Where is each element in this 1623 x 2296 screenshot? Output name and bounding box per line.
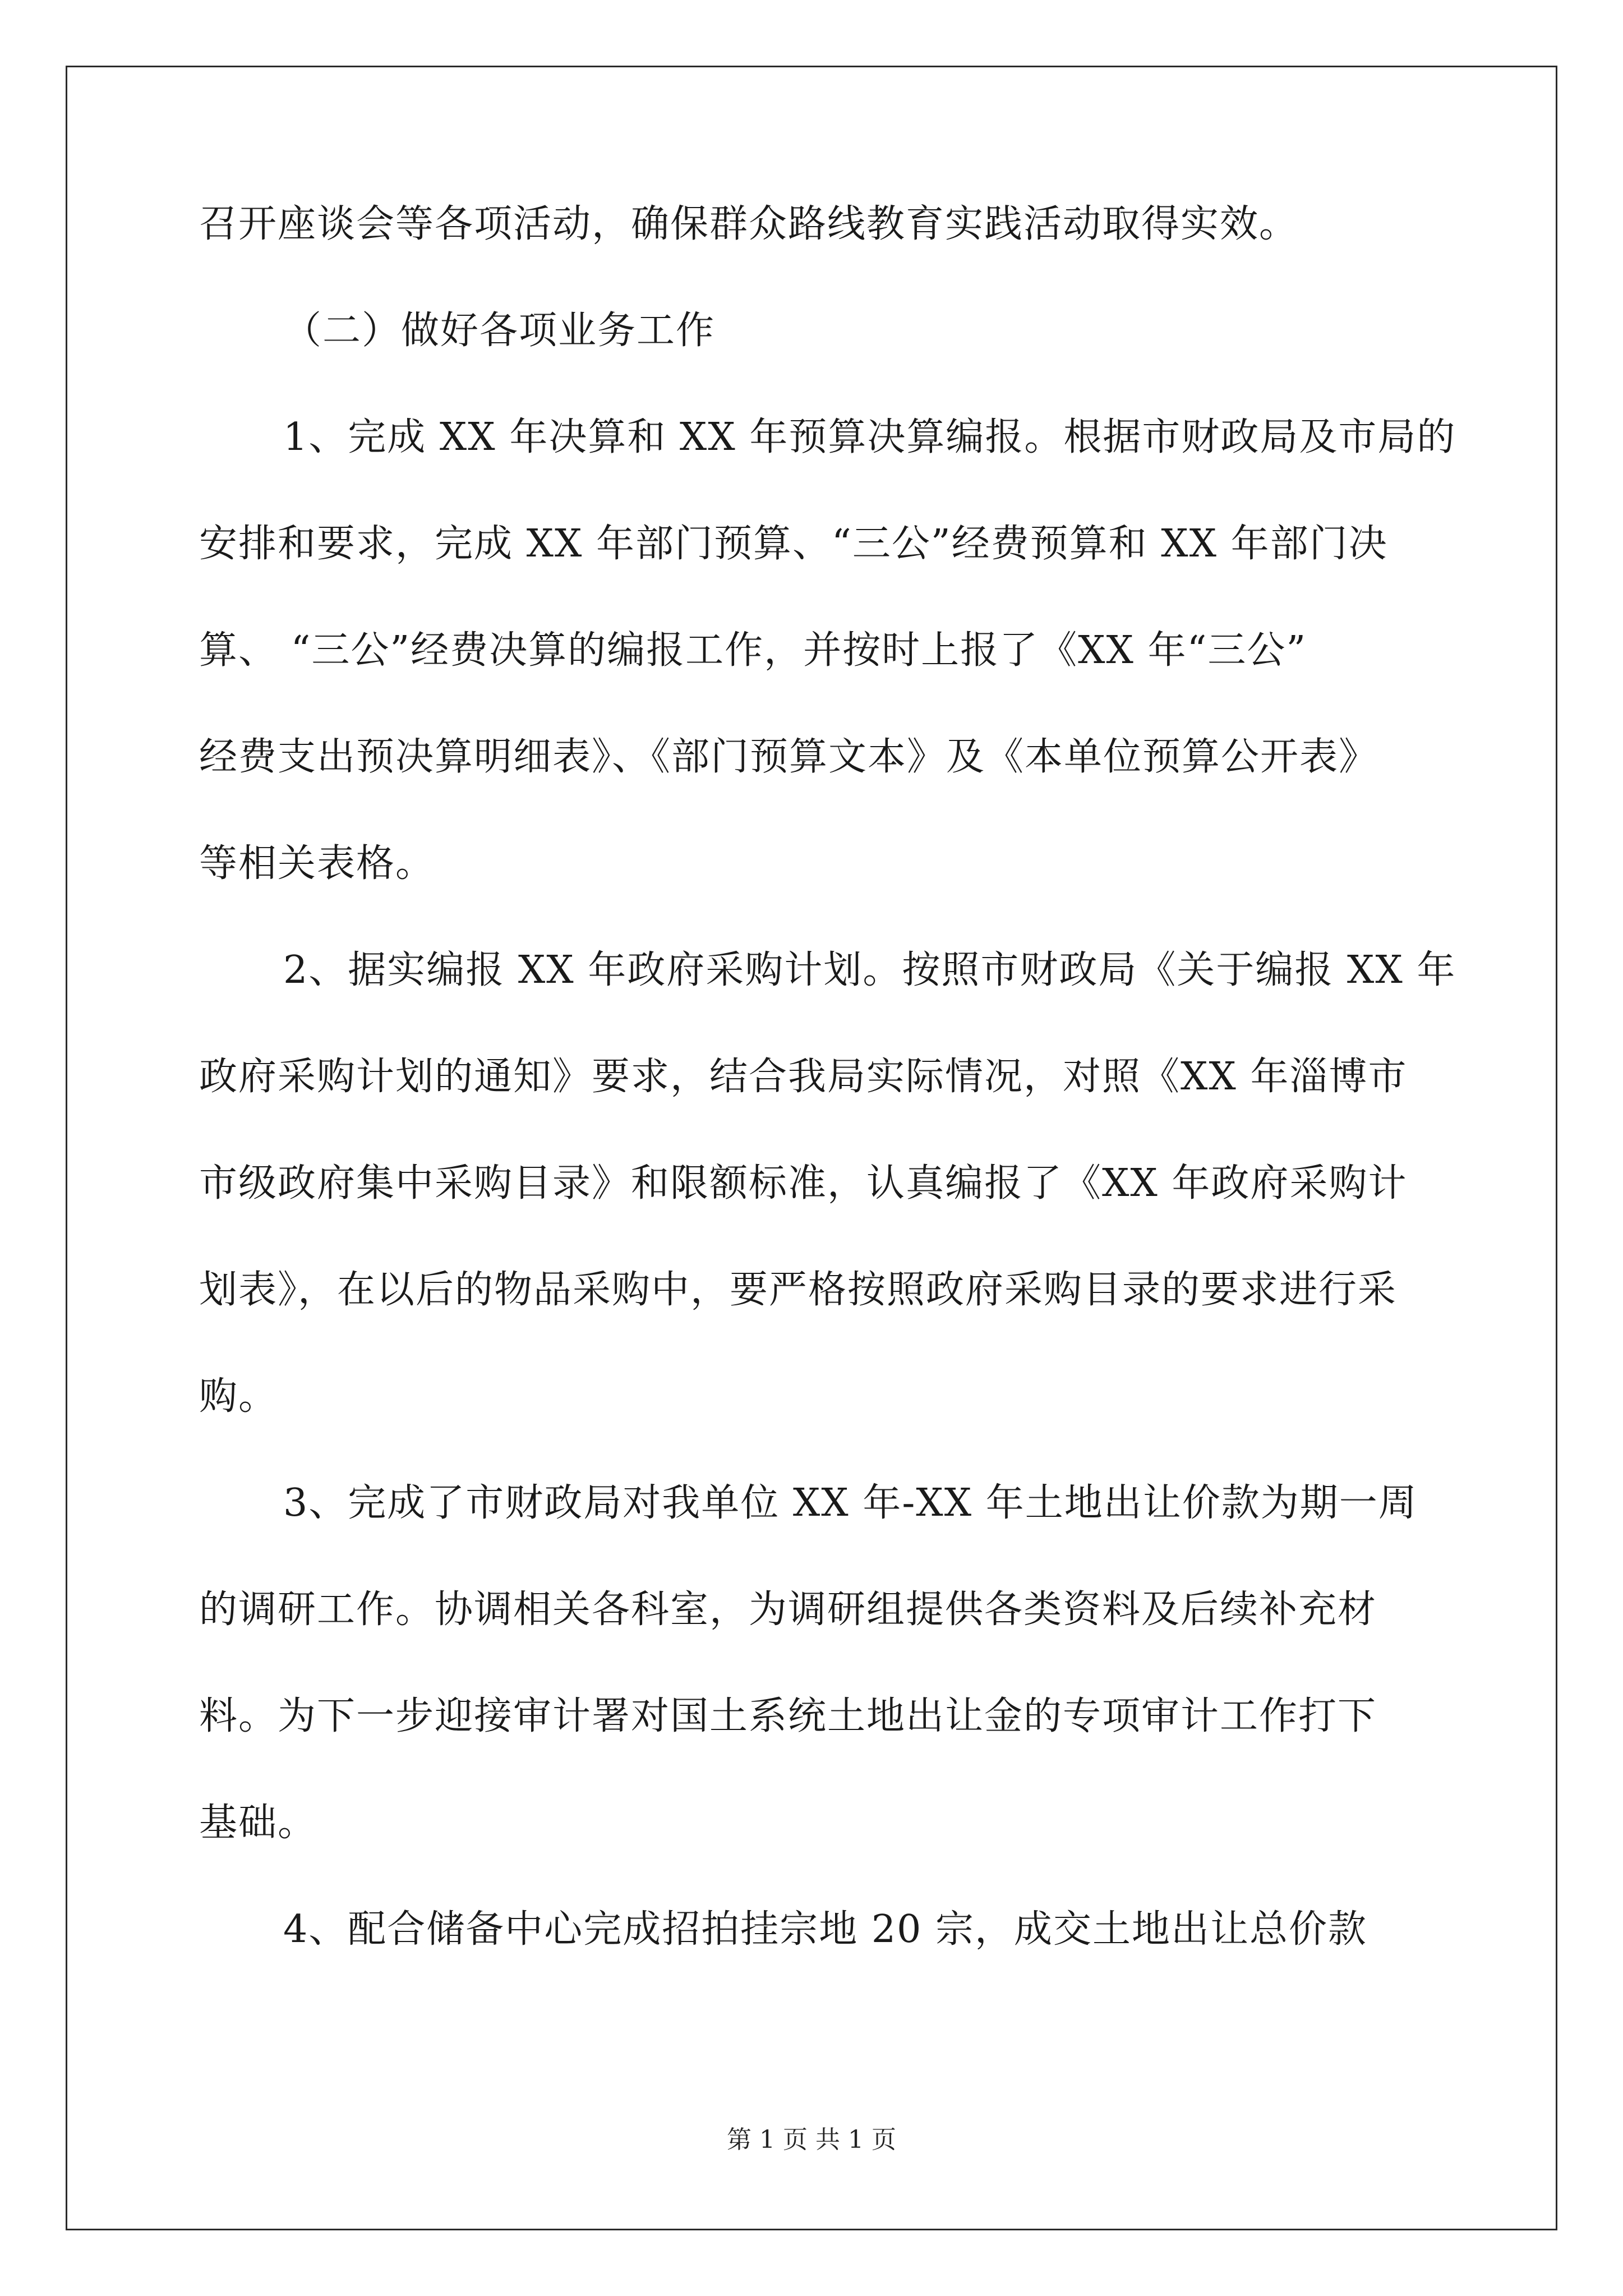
text-line: 购。 bbox=[199, 1374, 278, 1419]
text-line: 等相关表格。 bbox=[199, 841, 435, 886]
text-line: 4、配合储备中心完成招拍挂宗地 20 宗，成交土地出让总价款 bbox=[283, 1907, 1368, 1952]
text-line: 2、据实编报 XX 年政府采购计划。按照市财政局《关于编报 XX 年 bbox=[283, 948, 1456, 992]
text-line: 划表》，在以后的物品采购中，要严格按照政府采购目录的要求进行采 bbox=[199, 1268, 1398, 1312]
section-heading: （二）做好各项业务工作 bbox=[283, 309, 716, 353]
text-line: 料。为下一步迎接审计署对国土系统土地出让金的专项审计工作打下 bbox=[199, 1694, 1377, 1738]
text-line: 1、完成 XX 年决算和 XX 年预算决算编报。根据市财政局及市局的 bbox=[283, 415, 1456, 459]
text-line: 安排和要求，完成 XX 年部门预算、“三公”经费预算和 XX 年部门决 bbox=[199, 522, 1388, 566]
text-line: 算、 “三公”经费决算的编报工作，并按时上报了《XX 年“三公” bbox=[199, 628, 1307, 673]
page-number: 第 1 页 共 1 页 bbox=[727, 2125, 896, 2154]
text-line: 3、完成了市财政局对我单位 XX 年-XX 年土地出让价款为期一周 bbox=[283, 1481, 1418, 1525]
text-line: 基础。 bbox=[199, 1801, 317, 1845]
text-line: 召开座谈会等各项活动，确保群众路线教育实践活动取得实效。 bbox=[199, 202, 1299, 246]
text-line: 政府采购计划的通知》要求，结合我局实际情况，对照《XX 年淄博市 bbox=[199, 1055, 1408, 1099]
text-line: 市级政府集中采购目录》和限额标准，认真编报了《XX 年政府采购计 bbox=[199, 1161, 1408, 1205]
text-line: 经费支出预决算明细表》、《部门预算文本》及《本单位预算公开表》 bbox=[199, 735, 1378, 779]
text-line: 的调研工作。协调相关各科室，为调研组提供各类资料及后续补充材 bbox=[199, 1588, 1377, 1632]
